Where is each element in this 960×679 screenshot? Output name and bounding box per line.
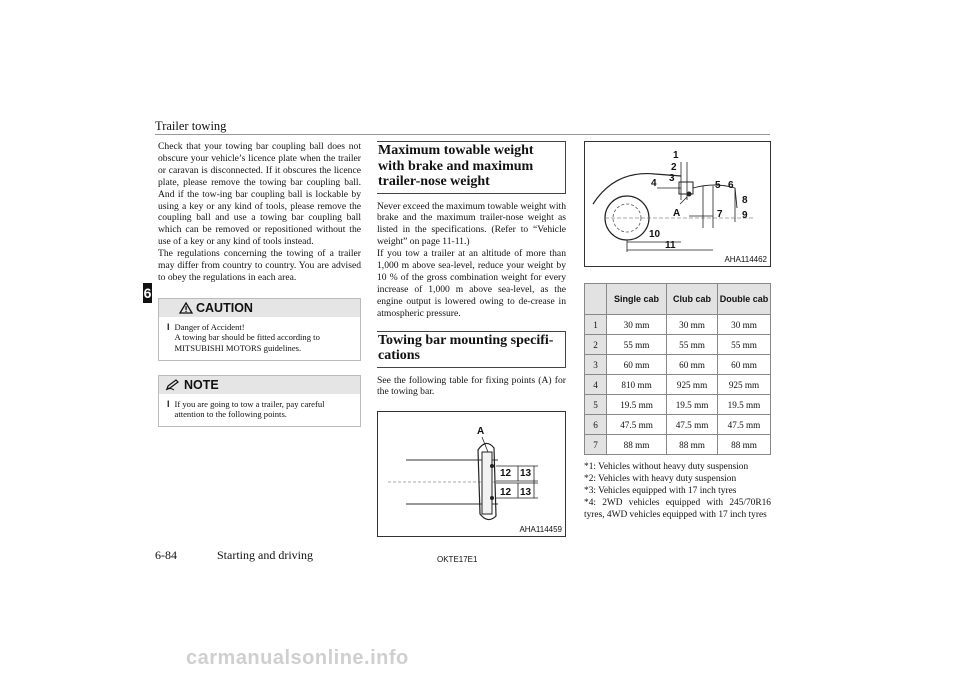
label-12-top: 12	[500, 468, 512, 480]
table-cell: 19.5 mm	[718, 395, 771, 415]
column-middle	[377, 141, 566, 537]
header-divider	[155, 134, 770, 135]
table-cell: 19.5 mm	[667, 395, 718, 415]
table-cell: 6	[585, 415, 607, 435]
note-text: If you are going to tow a trailer, pay careful attention to the following points.	[174, 398, 325, 420]
footnote-text: : 2WD vehicles equipped with 245/70R16 tyres, 4WD vehicles equipped with 17 inch tyres	[584, 498, 771, 520]
table-cell: 925 mm	[718, 375, 771, 395]
table-row	[585, 395, 771, 415]
label-10: 10	[649, 229, 661, 240]
table-cell: 60 mm	[607, 355, 667, 375]
table-cell: 30 mm	[718, 315, 771, 335]
table-row	[585, 355, 771, 375]
paragraph-regulations: The regulations concerning the towing of a trailer may differ from country to country. You are advised to obey the regulations in each area.	[158, 248, 361, 283]
table-cell: 19.5 mm	[607, 395, 667, 415]
table-cell: 55 mm	[607, 335, 667, 355]
table-cell: 1	[585, 315, 607, 335]
chassis-top-view-illustration	[378, 412, 565, 536]
section-heading-mounting: Towing bar mounting specifi-cations	[377, 331, 566, 368]
label-12-bottom: 12	[500, 487, 512, 499]
label-a: A	[673, 208, 681, 219]
figure-id: AHA114462	[724, 255, 767, 264]
caution-title: Danger of Accident!	[174, 321, 245, 332]
label-4: 4	[651, 178, 657, 189]
table-cell: 60 mm	[667, 355, 718, 375]
table-row	[585, 315, 771, 335]
table-cell: 60 mm	[718, 355, 771, 375]
footnote	[584, 473, 771, 485]
caution-header	[159, 299, 360, 317]
figure-id: AHA114459	[519, 525, 562, 535]
table-cell: 4	[585, 375, 607, 395]
caution-body	[159, 317, 360, 360]
paragraph-mounting: See the following table for fixing points (A) for the towing bar.	[377, 374, 566, 398]
table-cell: 7	[585, 435, 607, 455]
table-row	[585, 335, 771, 355]
caution-box	[158, 298, 361, 361]
warning-triangle-icon	[179, 302, 193, 314]
table-row	[585, 435, 771, 455]
document-code: OKTE17E1	[437, 555, 478, 564]
label-9: 9	[742, 210, 748, 221]
table-cell: 88 mm	[718, 435, 771, 455]
table-cell: 3	[585, 355, 607, 375]
label-a: A	[477, 426, 485, 438]
caution-text: A towing bar should be fitted according to MITSUBISHI MOTORS guidelines.	[174, 332, 320, 354]
table-header-cell	[585, 284, 607, 315]
mounting-spec-table	[584, 283, 771, 455]
table-cell: 88 mm	[607, 435, 667, 455]
footer-section-title: Starting and driving	[217, 548, 313, 562]
page-number: 6-84	[155, 548, 177, 562]
footnote-mark: *2	[584, 474, 594, 484]
paragraph-coupling-ball: Check that your towing bar coupling ball does not obscure your vehicle’s licence plate when the trailer or caravan is disconnected. If it obscures the licence plate, please remove the towing bar coupling ball. And if the tow-ing bar coupling ball is lockable by using a key or any kind of tools, please remove the coupling ball and use a towing bar coupling ball which can be removed or repositioned without the use of a key or any kind of tools instead.	[158, 141, 361, 248]
bullet-icon: l	[167, 398, 170, 409]
watermark: carmanualsonline.info	[186, 647, 409, 669]
label-2: 2	[671, 162, 677, 173]
note-header	[159, 376, 360, 394]
label-8: 8	[742, 195, 748, 206]
label-7: 7	[717, 209, 723, 220]
footnote-text: : Vehicles with heavy duty suspension	[593, 474, 737, 484]
paragraph-max-weight: Never exceed the maximum towable weight with brake and the maximum trailer-nose weight as listed in the specifications. (Refer to “Vehicle weight” on page 11-11.)	[377, 200, 566, 248]
label-1: 1	[673, 150, 679, 161]
table-cell: 88 mm	[667, 435, 718, 455]
footnote-text: : Vehicles equipped with 17 inch tyres	[593, 486, 737, 496]
column-right	[584, 141, 771, 521]
table-cell: 47.5 mm	[607, 415, 667, 435]
footnote	[584, 497, 771, 521]
table-cell: 810 mm	[607, 375, 667, 395]
footnote	[584, 485, 771, 497]
column-left	[158, 141, 361, 427]
chapter-tab: 6	[143, 285, 152, 301]
label-6: 6	[728, 180, 734, 191]
note-body	[159, 394, 360, 426]
table-cell: 30 mm	[607, 315, 667, 335]
table-header-cell: Single cab	[607, 284, 667, 315]
table-header-row	[585, 284, 771, 315]
label-13-bottom: 13	[520, 487, 532, 499]
table-cell: 2	[585, 335, 607, 355]
table-cell: 47.5 mm	[667, 415, 718, 435]
bullet-icon: l	[167, 321, 170, 332]
table-cell: 47.5 mm	[718, 415, 771, 435]
note-label: NOTE	[184, 377, 219, 392]
label-11: 11	[665, 240, 676, 251]
table-cell: 55 mm	[667, 335, 718, 355]
footnote-mark: *1	[584, 462, 594, 472]
footnote-mark: *3	[584, 486, 594, 496]
paragraph-altitude: If you tow a trailer at an altitude of more than 1,000 m above sea-level, reduce your weight by 10 % of the gross combination weight for every increase of 1,000 m above sea-level, as the engine output is lowered owing to de-crease in atmospheric pressure.	[377, 248, 566, 319]
label-5: 5	[715, 180, 721, 191]
table-cell: 55 mm	[718, 335, 771, 355]
caution-label: CAUTION	[196, 300, 253, 315]
table-row	[585, 375, 771, 395]
footnote-text: : Vehicles without heavy duty suspension	[593, 462, 749, 472]
section-heading-max-weight: Maximum towable weight with brake and maximum trailer-nose weight	[377, 141, 566, 194]
label-13-top: 13	[520, 468, 532, 480]
table-header-cell: Double cab	[718, 284, 771, 315]
figure-side-dimensions	[584, 141, 771, 267]
note-box	[158, 375, 361, 427]
table-row	[585, 415, 771, 435]
figure-mounting-points	[377, 411, 566, 537]
table-cell: 5	[585, 395, 607, 415]
table-cell: 30 mm	[667, 315, 718, 335]
footnote	[584, 461, 771, 473]
page-header-title: Trailer towing	[155, 119, 227, 133]
footnote-mark: *4	[584, 498, 594, 508]
table-cell: 925 mm	[667, 375, 718, 395]
table-header-cell: Club cab	[667, 284, 718, 315]
label-3: 3	[669, 173, 675, 184]
footnotes	[584, 461, 771, 521]
note-pencil-icon	[165, 379, 181, 391]
